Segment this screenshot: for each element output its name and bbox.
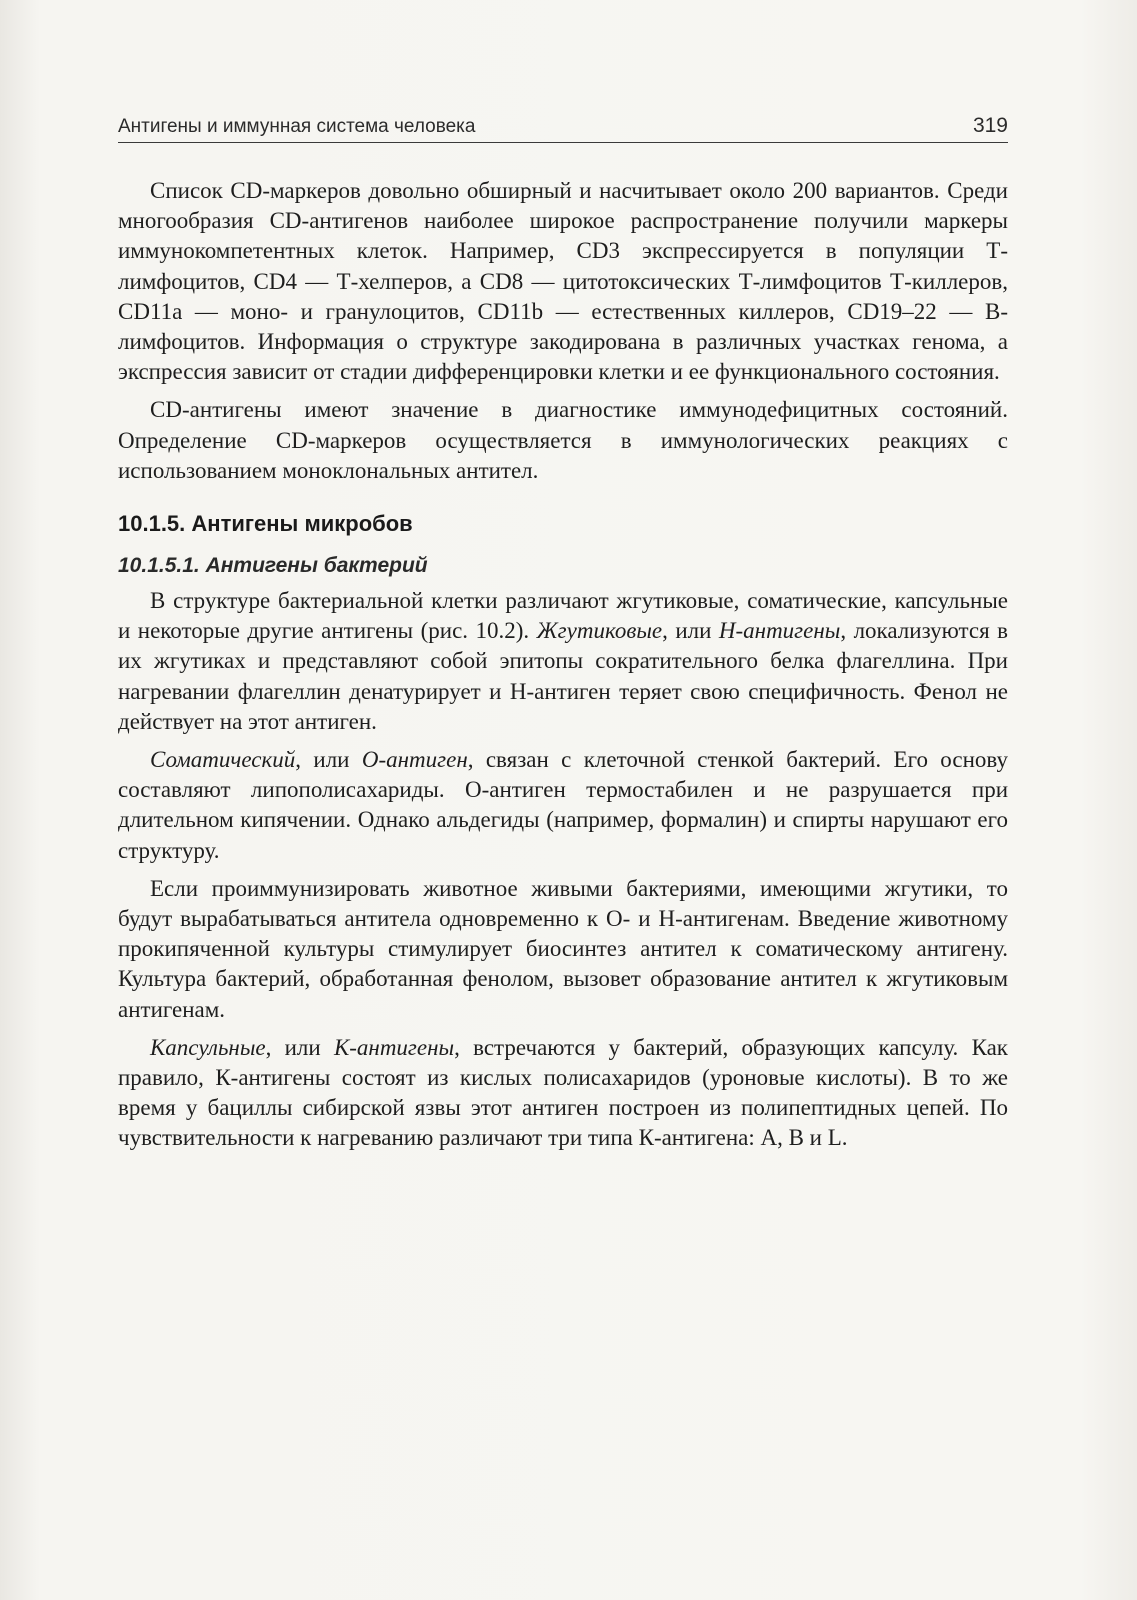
paragraph-flagellar-antigens: [118, 586, 1008, 737]
term-o-antigen: О-антиген: [361, 747, 468, 773]
paragraph-immunization: Если проиммунизировать животное живыми бактериями, имеющими жгутики, то будут вырабатываться антитела одновременно к О- и Н-антигенам. Введение животному прокипяченной культуры стимулирует биосинтез антител к соматическому антигену. Культура бактерий, обработанная фенолом, вызовет образование антител к жгутиковым антигенам.: [118, 875, 1008, 1022]
term-h-antigen: Н-антигены: [718, 618, 841, 644]
main-text: [118, 176, 1008, 1154]
paragraph-cd-diagnostics: CD-антигены имеют значение в диагностике иммунодефицитных состояний. Определение CD-маркеров осуществляется в иммунологических реакциях с использованием моноклональных антител.: [118, 397, 1008, 483]
term-connector: , или: [662, 618, 719, 644]
section-heading: 10.1.5. Антигены микробов: [118, 511, 413, 537]
term-capsular: Капсульные: [150, 1034, 266, 1060]
header-rule: [118, 142, 1008, 143]
term-connector: , или: [295, 747, 362, 773]
page-number: 319: [972, 114, 1008, 137]
subsection-heading: 10.1.5.1. Антигены бактерий: [118, 554, 428, 578]
paragraph-cd-markers: Список CD-маркеров довольно обширный и насчитывает около 200 вариантов. Среди многообразия CD-антигенов наиболее широкое распространение получили маркеры иммунокомпетентных клеток. Например, CD3 экспрессируется в популяции Т-лимфоцитов, CD4 — Т-хелперов, а CD8 — цитотоксических Т-лимфоцитов Т-киллеров, CD11a — моно- и гранулоцитов, CD11b — естественных киллеров, CD19–22 — В-лимфоцитов. Информация о структуре закодирована в различных участках генома, а экспрессия зависит от стадии дифференцировки клетки и ее функционального состояния.: [118, 178, 1008, 385]
running-title: Антигены и иммунная система человека: [118, 116, 476, 137]
term-connector: , или: [265, 1034, 334, 1060]
running-head: [118, 112, 1008, 144]
term-k-antigen: К-антигены: [333, 1034, 455, 1060]
paragraph-capsular-antigens: [118, 1033, 1008, 1154]
paragraph-text: , локализуются в их жгутиках и представляют собой эпитопы сократительного белка флагеллина. При нагревании флагеллин денатурирует и Н-антиген теряет свою специфичность. Фенол не действует на этот антиген.: [118, 618, 1008, 734]
term-somatic: Соматический: [150, 747, 296, 773]
paragraph-text: , связан с клеточной стенкой бактерий. Его основу составляют липополисахариды. О-антиген термостабилен и не разрушается при длительном кипячении. Однако альдегиды (например, формалин) и спирты нарушают его структуру.: [118, 747, 1008, 863]
paragraph-somatic-antigen: [118, 745, 1008, 866]
term-flagellar: Жгутиковые: [536, 618, 663, 644]
paragraph-intro: В структуре бактериальной клетки различают жгутиковые, соматические, капсульные и некоторые другие антигены (рис. 10.2).: [118, 588, 1008, 644]
paragraph-text: , встречаются у бактерий, образующих капсулу. Как правило, К-антигены состоят из кислых полисахаридов (уроновые кислоты). В то же время у бациллы сибирской язвы этот антиген построен из полипептидных цепей. По чувствительности к нагреванию различают три типа К-антигена: А, В и L.: [118, 1034, 1008, 1151]
